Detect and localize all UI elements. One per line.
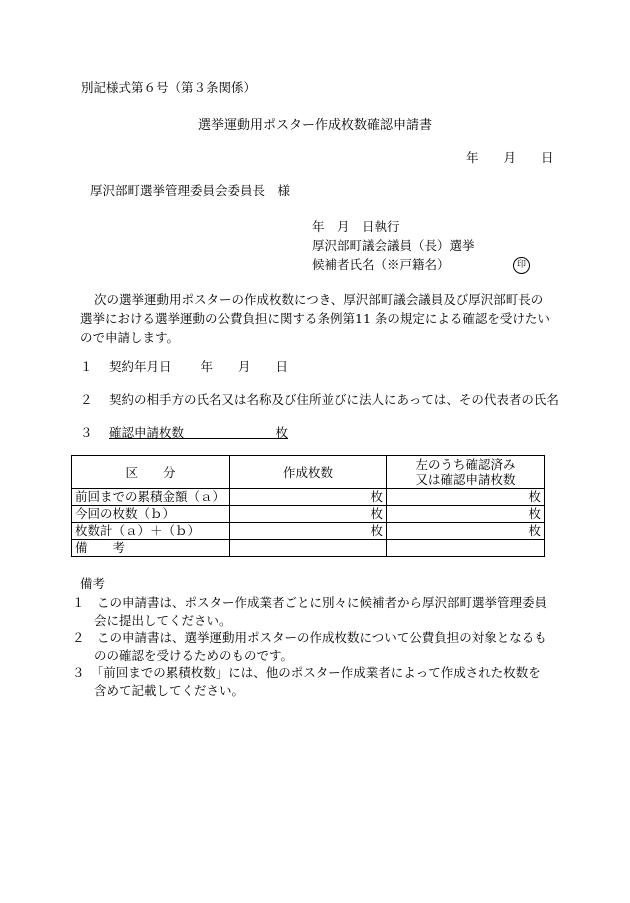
item-1 (80, 359, 288, 376)
note-item: １ この申請書は、ポスター作成業者ごとに別々に候補者から厚沢部町選挙管理委員会に提出してください。 (72, 595, 548, 628)
header-confirmed-count (387, 456, 545, 489)
row-label: 前回までの累積金額（ａ） (72, 489, 230, 506)
row-label: 備 考 (72, 540, 230, 557)
item-text: 契約の相手方の氏名又は名称及び住所並びに法人にあっては、その代表者の氏名 (109, 392, 559, 407)
remarks-cell[interactable] (230, 540, 387, 557)
unit-label: 枚 (528, 523, 541, 538)
created-count-cell[interactable] (230, 506, 387, 523)
unit-label: 枚 (528, 489, 541, 504)
created-count-cell[interactable] (230, 489, 387, 506)
item-number: １ (80, 359, 93, 374)
confirmed-count-cell[interactable] (387, 489, 545, 506)
form-number: 別記様式第６号（第３条関係） (81, 80, 257, 95)
remarks-cell[interactable] (387, 540, 545, 557)
created-count-cell[interactable] (230, 523, 387, 540)
item-number: ３ (80, 425, 93, 440)
item-3 (80, 425, 288, 442)
election-date: 年 月 日執行 (312, 219, 400, 234)
seal-icon: 印 (513, 257, 530, 274)
submission-date: 年 月 日 (466, 150, 554, 165)
header-created-count: 作成枚数 (230, 456, 387, 489)
item-text: 確認申請枚数 枚 (109, 425, 288, 440)
table-row (72, 523, 545, 540)
unit-label: 枚 (528, 506, 541, 521)
header-confirmed-line2: 又は確認申請枚数 (415, 472, 516, 487)
confirmed-count-cell[interactable] (387, 523, 545, 540)
notes-list (72, 594, 552, 699)
note-item: ３ 「前回までの累積枚数」には、他のポスター作成業者によって作成された枚数を含めて記載してください。 (72, 665, 541, 698)
confirmed-count-cell[interactable] (387, 506, 545, 523)
row-label: 今回の枚数（ｂ） (72, 506, 230, 523)
unit-label: 枚 (370, 489, 383, 504)
table-row (72, 506, 545, 523)
item-text: 契約年月日 年 月 日 (109, 359, 288, 374)
intro-paragraph: 次の選挙運動用ポスターの作成枚数につき、厚沢部町議会議員及び厚沢部町長の選挙における選挙運動の公費負担に関する条例第11 条の規定による確認を受けたいので申請します。 (80, 292, 550, 345)
item-number: ２ (80, 392, 93, 407)
notes-heading: 備考 (80, 576, 106, 591)
header-category: 区 分 (72, 456, 230, 489)
table-row (72, 489, 545, 506)
count-table (71, 455, 545, 557)
note-item: ２ この申請書は、選挙運動用ポスターの作成枚数について公費負担の対象となるものの確認を受けるためのものです。 (72, 630, 547, 663)
row-label: 枚数計（ａ）＋（ｂ） (72, 523, 230, 540)
table-row (72, 540, 545, 557)
addressee: 厚沢部町選挙管理委員会委員長 様 (90, 183, 291, 198)
unit-label: 枚 (370, 506, 383, 521)
election-name: 厚沢部町議会議員（長）選挙 (312, 238, 475, 253)
header-confirmed-line1: 左のうち確認済み (415, 457, 516, 472)
document-title: 選挙運動用ポスター作成枚数確認申請書 (197, 118, 432, 133)
candidate-name-label: 候補者氏名（※戸籍名） (312, 257, 450, 272)
unit-label: 枚 (370, 523, 383, 538)
item-2 (80, 392, 559, 409)
table-header-row (72, 456, 545, 489)
